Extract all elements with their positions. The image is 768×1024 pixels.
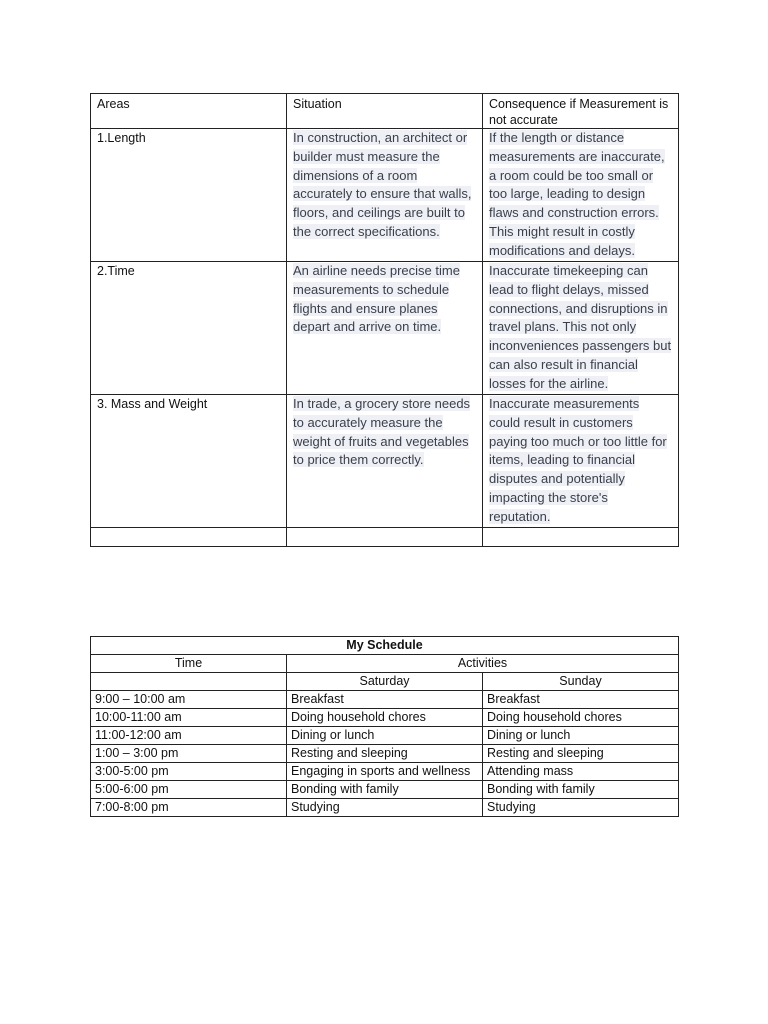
day-sunday: Sunday — [483, 673, 679, 691]
area-cell: 3. Mass and Weight — [91, 395, 287, 528]
consequence-cell — [483, 129, 679, 262]
sunday-cell: Resting and sleeping — [483, 745, 679, 763]
header-areas: Areas — [91, 94, 287, 129]
consequence-text: Inaccurate timekeeping can lead to flight delays, missed connections, and disruptions in travel plans. This not only inconveniences passengers but can also result in financial losses for the airline. — [489, 263, 672, 391]
time-cell: 1:00 – 3:00 pm — [91, 745, 287, 763]
area-cell: 2.Time — [91, 262, 287, 395]
schedule-row — [91, 781, 679, 799]
situation-cell — [287, 262, 483, 395]
consequence-cell — [483, 395, 679, 528]
schedule-row — [91, 691, 679, 709]
schedule-row — [91, 763, 679, 781]
empty-cell — [483, 528, 679, 547]
situation-text: In trade, a grocery store needs to accurately measure the weight of fruits and vegetables to price them correctly. — [293, 396, 471, 468]
saturday-cell: Doing household chores — [287, 709, 483, 727]
empty-cell — [91, 673, 287, 691]
consequence-text: If the length or distance measurements are inaccurate, a room could be too small or too large, leading to design flaws and construction errors. This might result in costly modifications and delays. — [489, 130, 665, 258]
time-cell: 9:00 – 10:00 am — [91, 691, 287, 709]
schedule-row — [91, 709, 679, 727]
sunday-cell: Doing household chores — [483, 709, 679, 727]
situation-cell — [287, 129, 483, 262]
sunday-cell: Breakfast — [483, 691, 679, 709]
saturday-cell: Bonding with family — [287, 781, 483, 799]
time-header: Time — [91, 655, 287, 673]
table-row — [91, 129, 679, 262]
sunday-cell: Dining or lunch — [483, 727, 679, 745]
measurement-table — [90, 93, 679, 547]
sunday-cell: Bonding with family — [483, 781, 679, 799]
schedule-title-row — [91, 637, 679, 655]
saturday-cell: Dining or lunch — [287, 727, 483, 745]
empty-row — [91, 528, 679, 547]
situation-text: An airline needs precise time measurements to schedule flights and ensure planes depart and arrive on time. — [293, 263, 460, 335]
situation-text: In construction, an architect or builder must measure the dimensions of a room accurately to ensure that walls, floors, and ceilings are built to the correct specifications. — [293, 130, 472, 239]
sunday-cell: Attending mass — [483, 763, 679, 781]
saturday-cell: Engaging in sports and wellness — [287, 763, 483, 781]
time-cell: 10:00-11:00 am — [91, 709, 287, 727]
consequence-text: Inaccurate measurements could result in customers paying too much or too little for items, leading to financial disputes and potentially impacting the store's reputation. — [489, 396, 667, 524]
empty-cell — [287, 528, 483, 547]
schedule-row — [91, 799, 679, 817]
schedule-row — [91, 727, 679, 745]
time-cell: 5:00-6:00 pm — [91, 781, 287, 799]
table-row — [91, 395, 679, 528]
area-cell: 1.Length — [91, 129, 287, 262]
schedule-row — [91, 745, 679, 763]
time-cell: 7:00-8:00 pm — [91, 799, 287, 817]
schedule-table — [90, 636, 679, 817]
schedule-header-row — [91, 655, 679, 673]
header-situation: Situation — [287, 94, 483, 129]
table-row — [91, 262, 679, 395]
saturday-cell: Breakfast — [287, 691, 483, 709]
day-saturday: Saturday — [287, 673, 483, 691]
saturday-cell: Resting and sleeping — [287, 745, 483, 763]
situation-cell — [287, 395, 483, 528]
empty-cell — [91, 528, 287, 547]
header-consequence: Consequence if Measurement is not accurate — [483, 94, 679, 129]
schedule-title: My Schedule — [91, 637, 679, 655]
schedule-day-row — [91, 673, 679, 691]
consequence-cell — [483, 262, 679, 395]
time-cell: 3:00-5:00 pm — [91, 763, 287, 781]
time-cell: 11:00-12:00 am — [91, 727, 287, 745]
table-header-row — [91, 94, 679, 129]
sunday-cell: Studying — [483, 799, 679, 817]
saturday-cell: Studying — [287, 799, 483, 817]
activities-header: Activities — [287, 655, 679, 673]
